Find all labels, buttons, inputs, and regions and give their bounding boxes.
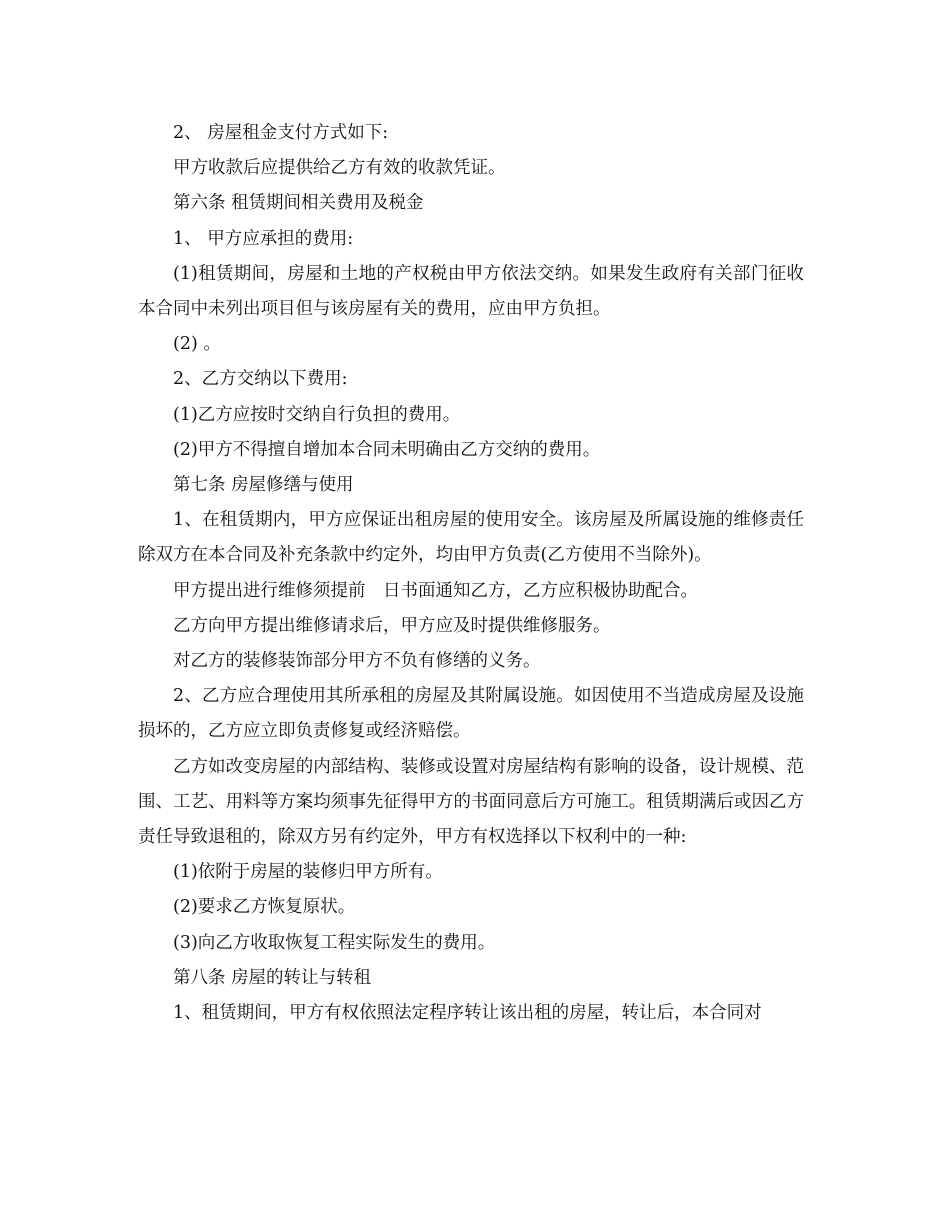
paragraph-item-2-blank: (2) 。 — [173, 334, 221, 355]
paragraph-property-tax: (1)租赁期间，房屋和土地的产权税由甲方依法交纳。如果发生政府有关部门征收本合同中未列出项目但与该房屋有关的费用，应由甲方负担。 — [138, 263, 804, 320]
document-body — [138, 116, 804, 1031]
paragraph-transfer: 1、租赁期间，甲方有权依照法定程序转让该出租的房屋，转让后，本合同对 — [173, 1003, 762, 1024]
paragraph-tenant-costs: 2、乙方交纳以下费用: — [173, 369, 348, 390]
heading-article-8: 第八条 房屋的转让与转租 — [173, 967, 372, 988]
paragraph-structural-change: 乙方如改变房屋的内部结构、装修或设置对房屋结构有影响的设备，设计规模、范围、工艺、用料等方案均须事先征得甲方的书面同意后方可施工。租赁期满后或因乙方责任导致退租的，除双方另有约定外，甲方有权选择以下权利中的一种: — [138, 756, 804, 848]
paragraph-option-2: (2)要求乙方恢复原状。 — [173, 897, 356, 918]
paragraph-landlord-costs: 1、 甲方应承担的费用: — [173, 228, 354, 249]
paragraph-safety-repair: 1、在租赁期内，甲方应保证出租房屋的使用安全。该房屋及所属设施的维修责任除双方在本合同及补充条款中约定外，均由甲方负责(乙方使用不当除外)。 — [138, 510, 804, 566]
heading-article-7: 第七条 房屋修缮与使用 — [173, 475, 354, 496]
paragraph-tenant-pay-on-time: (1)乙方应按时交纳自行负担的费用。 — [173, 404, 461, 425]
paragraph-repair-notice: 甲方提出进行维修须提前 日书面通知乙方，乙方应积极协助配合。 — [173, 580, 698, 601]
paragraph-option-1: (1)依附于房屋的装修归甲方所有。 — [173, 862, 443, 883]
paragraph-option-3: (3)向乙方收取恢复工程实际发生的费用。 — [173, 932, 496, 953]
paragraph-reasonable-use: 2、乙方应合理使用其所承租的房屋及其附属设施。如因使用不当造成房屋及设施损坏的，乙方应立即负责修复或经济赔偿。 — [138, 686, 804, 742]
paragraph-receipt: 甲方收款后应提供给乙方有效的收款凭证。 — [173, 158, 506, 179]
heading-article-6: 第六条 租赁期间相关费用及税金 — [173, 193, 424, 214]
paragraph-decoration-duty: 对乙方的装修装饰部分甲方不负有修缮的义务。 — [173, 651, 541, 672]
paragraph-no-extra-fees: (2)甲方不得擅自增加本合同未明确由乙方交纳的费用。 — [173, 439, 601, 460]
paragraph-payment-method: 2、 房屋租金支付方式如下: — [173, 123, 389, 143]
paragraph-repair-request: 乙方向甲方提出维修请求后，甲方应及时提供维修服务。 — [173, 615, 611, 636]
